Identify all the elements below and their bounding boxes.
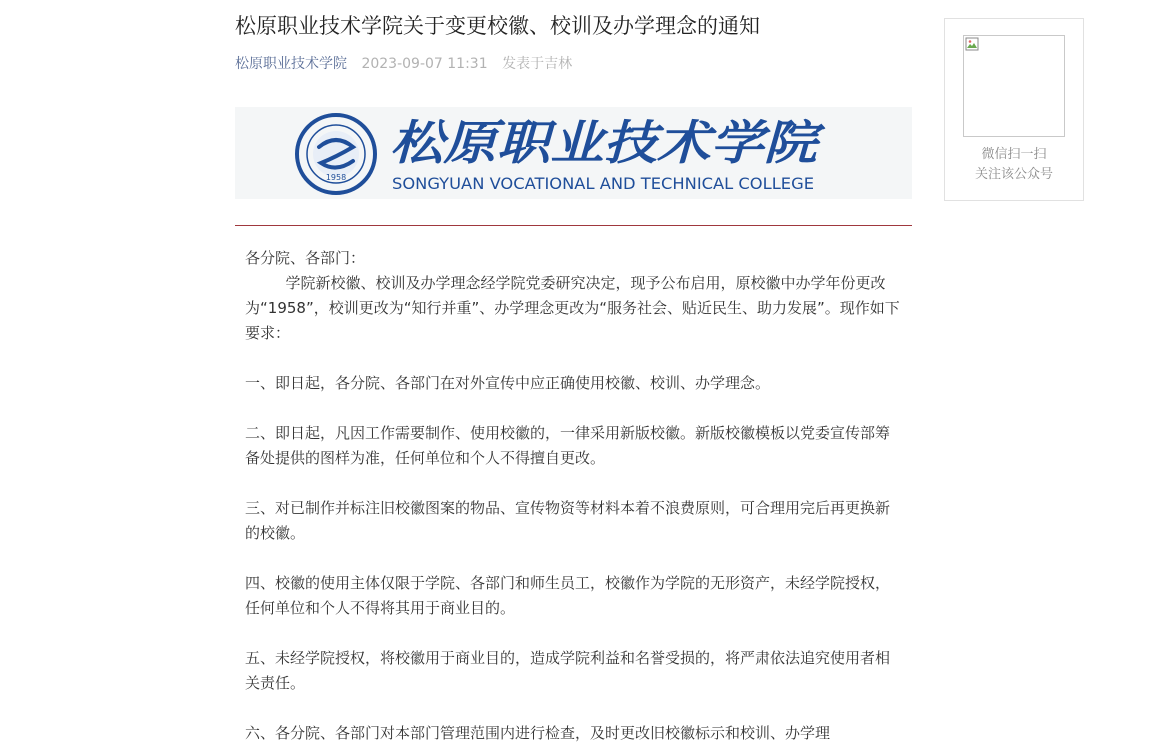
account-name-link[interactable]: 松原职业技术学院 <box>235 56 347 72</box>
item-paragraph: 三、对已制作并标注旧校徽图案的物品、宣传物资等材料本着不浪费原则，可合理用完后再更换新的校徽。 <box>245 499 891 542</box>
qr-caption <box>945 145 1083 185</box>
intro-paragraph: 学院新校徽、校训及办学理念经学院党委研究决定，现予公布启用，原校徽中办学年份更改为“1958”，校训更改为“知行并重”、办学理念更改为“服务社会、贴近民生、助力发展”。现作如下要求： <box>245 274 900 342</box>
article-body <box>245 246 904 746</box>
article-meta <box>235 54 572 74</box>
article-title: 松原职业技术学院关于变更校徽、校训及办学理念的通知 <box>235 14 760 38</box>
emblem-year: 1958 <box>325 173 347 182</box>
salutation: 各分院、各部门： <box>245 249 366 267</box>
publish-location: 发表于吉林 <box>502 56 573 72</box>
item-paragraph: 四、校徽的使用主体仅限于学院、各部门和师生员工，校徽作为学院的无形资产，未经学院授权，任何单位和个人不得将其用于商业目的。 <box>245 574 891 617</box>
qr-caption-line1: 微信扫一扫 <box>981 147 1047 162</box>
item-paragraph: 一、即日起，各分院、各部门在对外宣传中应正确使用校徽、校训、办学理念。 <box>245 374 771 392</box>
college-emblem-icon <box>297 115 375 193</box>
qr-code-image[interactable] <box>963 35 1065 137</box>
college-banner-image <box>235 107 912 199</box>
publish-date: 2023-09-07 11:31 <box>361 56 488 72</box>
item-paragraph: 六、各分院、各部门对本部门管理范围内进行检查，及时更改旧校徽标示和校训、办学理 <box>245 724 831 742</box>
item-paragraph: 五、未经学院授权，将校徽用于商业目的，造成学院利益和名誉受损的，将严肃依法追究使用者相关责任。 <box>245 649 891 692</box>
item-paragraph: 二、即日起，凡因工作需要制作、使用校徽的，一律采用新版校徽。新版校徽模板以党委宣传部筹备处提供的图样为准，任何单位和个人不得擅自更改。 <box>245 424 891 467</box>
qr-caption-line2: 关注该公众号 <box>974 167 1053 182</box>
content-divider <box>235 225 912 226</box>
banner-name-cn: 松原职业技术学院 <box>390 116 827 171</box>
banner-name-en: SONGYUAN VOCATIONAL AND TECHNICAL COLLEGE <box>392 174 814 193</box>
broken-image-icon <box>965 37 979 51</box>
qr-code-panel <box>944 18 1084 201</box>
